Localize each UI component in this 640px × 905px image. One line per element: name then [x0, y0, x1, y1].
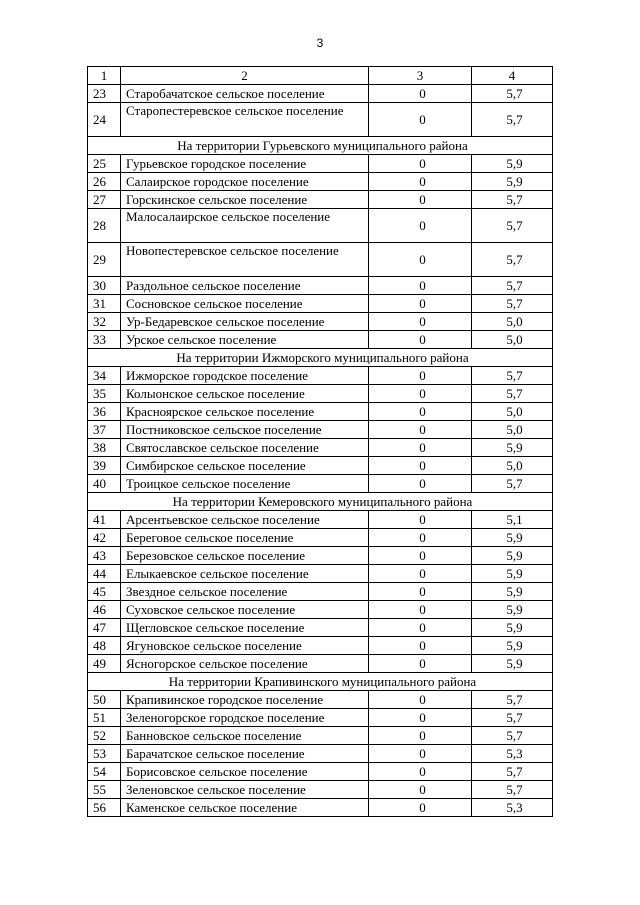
column-4-cell: 5,9: [472, 173, 553, 191]
column-3-cell: 0: [369, 421, 472, 439]
column-3-cell: 0: [369, 103, 472, 137]
row-number-cell: 46: [88, 601, 121, 619]
column-3-cell: 0: [369, 799, 472, 817]
column-3-cell: 0: [369, 439, 472, 457]
settlement-name-cell: Каменское сельское поселение: [121, 799, 369, 817]
header-cell-3: 3: [369, 67, 472, 85]
column-4-cell: 5,7: [472, 475, 553, 493]
row-number-cell: 32: [88, 313, 121, 331]
row-number-cell: 28: [88, 209, 121, 243]
column-4-cell: 5,9: [472, 155, 553, 173]
section-title: На территории Ижморского муниципального района: [88, 349, 553, 367]
column-3-cell: 0: [369, 191, 472, 209]
column-4-cell: 5,9: [472, 583, 553, 601]
settlement-name-cell: Святославское сельское поселение: [121, 439, 369, 457]
column-4-cell: 5,0: [472, 313, 553, 331]
row-number-cell: 29: [88, 243, 121, 277]
column-3-cell: 0: [369, 173, 472, 191]
settlement-name-cell: Ижморское городское поселение: [121, 367, 369, 385]
column-4-cell: 5,0: [472, 421, 553, 439]
settlement-name-cell: Постниковское сельское поселение: [121, 421, 369, 439]
settlement-name-cell: Раздольное сельское поселение: [121, 277, 369, 295]
row-number-cell: 49: [88, 655, 121, 673]
settlement-name-cell: Крапивинское городское поселение: [121, 691, 369, 709]
table-row: [88, 313, 553, 331]
column-3-cell: 0: [369, 295, 472, 313]
column-4-cell: 5,7: [472, 691, 553, 709]
settlements-table: [87, 66, 553, 817]
column-4-cell: 5,7: [472, 763, 553, 781]
row-number-cell: 52: [88, 727, 121, 745]
column-4-cell: 5,7: [472, 781, 553, 799]
table-row: [88, 655, 553, 673]
column-4-cell: 5,9: [472, 439, 553, 457]
column-4-cell: 5,7: [472, 191, 553, 209]
column-3-cell: 0: [369, 619, 472, 637]
row-number-cell: 45: [88, 583, 121, 601]
row-number-cell: 38: [88, 439, 121, 457]
column-3-cell: 0: [369, 155, 472, 173]
table-row: [88, 243, 553, 277]
table-row: [88, 367, 553, 385]
column-3-cell: 0: [369, 529, 472, 547]
column-3-cell: 0: [369, 691, 472, 709]
row-number-cell: 55: [88, 781, 121, 799]
settlement-name-cell: Новопестеревское сельское поселение: [121, 243, 369, 277]
table-row: [88, 421, 553, 439]
table-row: [88, 475, 553, 493]
settlement-name-cell: Старобачатское сельское поселение: [121, 85, 369, 103]
column-4-cell: 5,7: [472, 103, 553, 137]
settlement-name-cell: Суховское сельское поселение: [121, 601, 369, 619]
table-row: [88, 529, 553, 547]
section-header-row: [88, 493, 553, 511]
column-3-cell: 0: [369, 475, 472, 493]
table-row: [88, 619, 553, 637]
row-number-cell: 48: [88, 637, 121, 655]
row-number-cell: 42: [88, 529, 121, 547]
column-3-cell: 0: [369, 457, 472, 475]
row-number-cell: 36: [88, 403, 121, 421]
column-4-cell: 5,0: [472, 457, 553, 475]
row-number-cell: 40: [88, 475, 121, 493]
settlement-name-cell: Березовское сельское поселение: [121, 547, 369, 565]
settlement-name-cell: Зеленовское сельское поселение: [121, 781, 369, 799]
column-4-cell: 5,7: [472, 85, 553, 103]
row-number-cell: 23: [88, 85, 121, 103]
table-row: [88, 511, 553, 529]
row-number-cell: 56: [88, 799, 121, 817]
column-3-cell: 0: [369, 313, 472, 331]
section-title: На территории Кемеровского муниципального района: [88, 493, 553, 511]
header-cell-4: 4: [472, 67, 553, 85]
table-row: [88, 781, 553, 799]
settlement-name-cell: Арсентьевское сельское поселение: [121, 511, 369, 529]
settlement-name-cell: Елыкаевское сельское поселение: [121, 565, 369, 583]
section-header-row: [88, 673, 553, 691]
row-number-cell: 50: [88, 691, 121, 709]
row-number-cell: 43: [88, 547, 121, 565]
table-row: [88, 439, 553, 457]
settlement-name-cell: Береговое сельское поселение: [121, 529, 369, 547]
column-4-cell: 5,0: [472, 403, 553, 421]
column-4-cell: 5,7: [472, 727, 553, 745]
settlement-name-cell: Банновское сельское поселение: [121, 727, 369, 745]
column-4-cell: 5,9: [472, 529, 553, 547]
column-3-cell: 0: [369, 547, 472, 565]
column-4-cell: 5,9: [472, 601, 553, 619]
column-3-cell: 0: [369, 511, 472, 529]
column-4-cell: 5,9: [472, 565, 553, 583]
row-number-cell: 53: [88, 745, 121, 763]
column-3-cell: 0: [369, 85, 472, 103]
column-4-cell: 5,9: [472, 637, 553, 655]
table-row: [88, 331, 553, 349]
table-row: [88, 457, 553, 475]
section-title: На территории Крапивинского муниципального района: [88, 673, 553, 691]
column-3-cell: 0: [369, 727, 472, 745]
header-cell-2: 2: [121, 67, 369, 85]
column-3-cell: 0: [369, 209, 472, 243]
table-row: [88, 85, 553, 103]
table-row: [88, 763, 553, 781]
column-3-cell: 0: [369, 637, 472, 655]
settlement-name-cell: Щегловское сельское поселение: [121, 619, 369, 637]
row-number-cell: 34: [88, 367, 121, 385]
row-number-cell: 35: [88, 385, 121, 403]
table-row: [88, 709, 553, 727]
settlement-name-cell: Урское сельское поселение: [121, 331, 369, 349]
section-header-row: [88, 349, 553, 367]
table-row: [88, 745, 553, 763]
column-3-cell: 0: [369, 709, 472, 727]
column-4-cell: 5,7: [472, 277, 553, 295]
column-3-cell: 0: [369, 367, 472, 385]
row-number-cell: 33: [88, 331, 121, 349]
table-row: [88, 637, 553, 655]
column-3-cell: 0: [369, 243, 472, 277]
page-number: 3: [316, 36, 324, 50]
column-4-cell: 5,7: [472, 709, 553, 727]
column-3-cell: 0: [369, 331, 472, 349]
settlement-name-cell: Троицкое сельское поселение: [121, 475, 369, 493]
header-cell-1: 1: [88, 67, 121, 85]
settlement-name-cell: Ясногорское сельское поселение: [121, 655, 369, 673]
column-4-cell: 5,9: [472, 655, 553, 673]
settlement-name-cell: Салаирское городское поселение: [121, 173, 369, 191]
column-4-cell: 5,7: [472, 367, 553, 385]
row-number-cell: 47: [88, 619, 121, 637]
table-row: [88, 209, 553, 243]
settlement-name-cell: Борисовское сельское поселение: [121, 763, 369, 781]
settlement-name-cell: Малосалаирское сельское поселение: [121, 209, 369, 243]
table-row: [88, 385, 553, 403]
column-4-cell: 5,7: [472, 385, 553, 403]
column-3-cell: 0: [369, 601, 472, 619]
table-row: [88, 601, 553, 619]
table-row: [88, 173, 553, 191]
settlement-name-cell: Зеленогорское городское поселение: [121, 709, 369, 727]
column-4-cell: 5,1: [472, 511, 553, 529]
settlement-name-cell: Старопестеревское сельское поселение: [121, 103, 369, 137]
row-number-cell: 44: [88, 565, 121, 583]
table-row: [88, 295, 553, 313]
column-3-cell: 0: [369, 565, 472, 583]
row-number-cell: 25: [88, 155, 121, 173]
column-4-cell: 5,3: [472, 745, 553, 763]
table-row: [88, 155, 553, 173]
row-number-cell: 24: [88, 103, 121, 137]
table-row: [88, 799, 553, 817]
settlement-name-cell: Звездное сельское поселение: [121, 583, 369, 601]
row-number-cell: 54: [88, 763, 121, 781]
row-number-cell: 30: [88, 277, 121, 295]
table-header-row: [88, 67, 553, 85]
table-row: [88, 565, 553, 583]
column-4-cell: 5,7: [472, 295, 553, 313]
row-number-cell: 26: [88, 173, 121, 191]
row-number-cell: 31: [88, 295, 121, 313]
row-number-cell: 37: [88, 421, 121, 439]
column-3-cell: 0: [369, 277, 472, 295]
table-row: [88, 583, 553, 601]
settlement-name-cell: Горскинское сельское поселение: [121, 191, 369, 209]
section-title: На территории Гурьевского муниципального района: [88, 137, 553, 155]
settlement-name-cell: Симбирское сельское поселение: [121, 457, 369, 475]
column-4-cell: 5,0: [472, 331, 553, 349]
table-row: [88, 547, 553, 565]
table-row: [88, 691, 553, 709]
settlement-name-cell: Барачатское сельское поселение: [121, 745, 369, 763]
table-row: [88, 191, 553, 209]
table-body: [88, 67, 553, 817]
column-3-cell: 0: [369, 385, 472, 403]
table-row: [88, 103, 553, 137]
column-3-cell: 0: [369, 583, 472, 601]
row-number-cell: 27: [88, 191, 121, 209]
column-4-cell: 5,9: [472, 619, 553, 637]
row-number-cell: 41: [88, 511, 121, 529]
column-4-cell: 5,3: [472, 799, 553, 817]
table-row: [88, 403, 553, 421]
row-number-cell: 51: [88, 709, 121, 727]
row-number-cell: 39: [88, 457, 121, 475]
table-row: [88, 727, 553, 745]
column-4-cell: 5,7: [472, 209, 553, 243]
settlement-name-cell: Гурьевское городское поселение: [121, 155, 369, 173]
settlement-name-cell: Красноярское сельское поселение: [121, 403, 369, 421]
table-row: [88, 277, 553, 295]
section-header-row: [88, 137, 553, 155]
column-4-cell: 5,7: [472, 243, 553, 277]
settlement-name-cell: Сосновское сельское поселение: [121, 295, 369, 313]
settlement-name-cell: Ур-Бедаревское сельское поселение: [121, 313, 369, 331]
settlement-name-cell: Колыонское сельское поселение: [121, 385, 369, 403]
column-3-cell: 0: [369, 403, 472, 421]
column-3-cell: 0: [369, 763, 472, 781]
column-3-cell: 0: [369, 655, 472, 673]
column-3-cell: 0: [369, 781, 472, 799]
settlement-name-cell: Ягуновское сельское поселение: [121, 637, 369, 655]
column-3-cell: 0: [369, 745, 472, 763]
column-4-cell: 5,9: [472, 547, 553, 565]
